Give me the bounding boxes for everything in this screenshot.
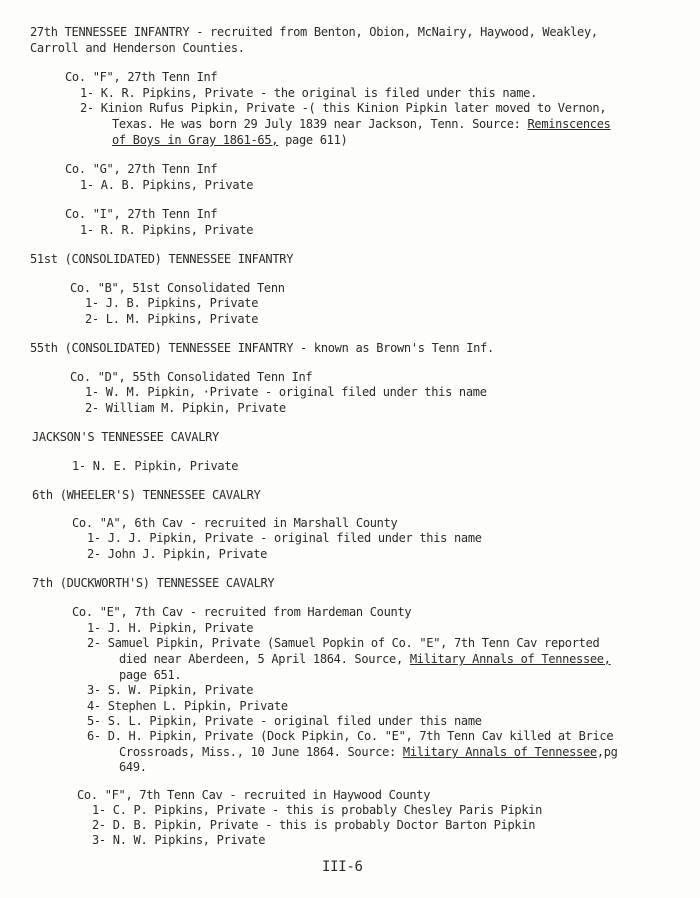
- regiment-heading: 7th (DUCKWORTH'S) TENNESSEE CAVALRY: [32, 576, 275, 590]
- page-number: III-6: [322, 859, 363, 875]
- text-run: died near Aberdeen, 5 April 1864. Source,: [119, 652, 410, 666]
- roster-entry: 1- R. R. Pipkins, Private: [80, 223, 254, 237]
- roster-entry: 2- D. B. Pipkin, Private - this is probably Doctor Barton Pipkin: [92, 818, 536, 832]
- company-heading: Co. "D", 55th Consolidated Tenn Inf: [70, 370, 313, 384]
- company-heading: Co. "A", 6th Cav - recruited in Marshall County: [72, 516, 398, 530]
- company-heading: Co. "E", 7th Cav - recruited from Hardeman County: [72, 605, 412, 619]
- regiment-heading: JACKSON'S TENNESSEE CAVALRY: [32, 430, 219, 444]
- roster-entry: 1- K. R. Pipkins, Private - the original is filed under this name.: [80, 86, 538, 100]
- roster-entry: 1- J. J. Pipkin, Private - original filed under this name: [87, 531, 482, 545]
- roster-entry-continued: [112, 117, 611, 131]
- roster-entry: 1- J. B. Pipkins, Private: [85, 296, 259, 310]
- roster-entry: 2- Kinion Rufus Pipkin, Private -( this Kinion Pipkin later moved to Vernon,: [80, 101, 607, 115]
- roster-entry: 3- N. W. Pipkins, Private: [92, 833, 266, 847]
- roster-entry: 1- C. P. Pipkins, Private - this is probably Chesley Paris Pipkin: [92, 803, 543, 817]
- regiment-heading: 6th (WHEELER'S) TENNESSEE CAVALRY: [32, 488, 261, 502]
- roster-entry: 3- S. W. Pipkin, Private: [87, 683, 254, 697]
- company-heading: Co. "F", 27th Tenn Inf: [65, 70, 218, 84]
- source-title: Military Annals of Tennessee: [402, 745, 597, 759]
- roster-entry-continued: [112, 133, 347, 147]
- regiment-heading-27th-infantry: 27th TENNESSEE INFANTRY - recruited from Benton, Obion, McNairy, Haywood, Weakley,: [30, 25, 598, 39]
- company-heading: Co. "I", 27th Tenn Inf: [65, 207, 218, 221]
- roster-entry: 2- Samuel Pipkin, Private (Samuel Popkin of Co. "E", 7th Tenn Cav reported: [87, 636, 600, 650]
- regiment-heading: 51st (CONSOLIDATED) TENNESSEE INFANTRY: [30, 252, 294, 266]
- text-run: ,pg: [596, 745, 618, 759]
- roster-entry-continued: [119, 745, 618, 759]
- roster-entry: 5- S. L. Pipkin, Private - original filed under this name: [87, 714, 482, 728]
- company-heading: Co. "G", 27th Tenn Inf: [65, 162, 218, 176]
- regiment-heading-counties: Carroll and Henderson Counties.: [30, 41, 245, 55]
- roster-entry: 2- L. M. Pipkins, Private: [85, 312, 259, 326]
- roster-entry: 2- John J. Pipkin, Private: [87, 547, 268, 561]
- text-run: page 611): [278, 133, 348, 147]
- text-run: Crossroads, Miss., 10 June 1864. Source:: [119, 745, 403, 759]
- company-heading: Co. "F", 7th Tenn Cav - recruited in Haywood County: [77, 788, 431, 802]
- roster-entry: 1- N. E. Pipkin, Private: [72, 459, 239, 473]
- roster-entry-continued: [119, 652, 611, 666]
- roster-entry: 1- J. H. Pipkin, Private: [87, 621, 254, 635]
- roster-entry-continued: page 651.: [119, 668, 182, 682]
- roster-entry: 4- Stephen L. Pipkin, Private: [87, 699, 288, 713]
- roster-entry-continued: 649.: [119, 760, 147, 774]
- roster-entry: 2- William M. Pipkin, Private: [85, 401, 286, 415]
- source-title: of Boys in Gray 1861-65,: [112, 133, 279, 147]
- company-heading: Co. "B", 51st Consolidated Tenn: [70, 281, 285, 295]
- roster-entry: 1- W. M. Pipkin, ·Private - original filed under this name: [85, 385, 487, 399]
- source-title: Military Annals of Tennessee,: [409, 652, 611, 666]
- source-title: Reminscences: [527, 117, 611, 131]
- roster-entry: 1- A. B. Pipkins, Private: [80, 178, 254, 192]
- text-run: Texas. He was born 29 July 1839 near Jackson, Tenn. Source:: [112, 117, 528, 131]
- regiment-heading: 55th (CONSOLIDATED) TENNESSEE INFANTRY - known as Brown's Tenn Inf.: [30, 341, 494, 355]
- roster-entry: 6- D. H. Pipkin, Private (Dock Pipkin, Co. "E", 7th Tenn Cav killed at Brice: [87, 729, 614, 743]
